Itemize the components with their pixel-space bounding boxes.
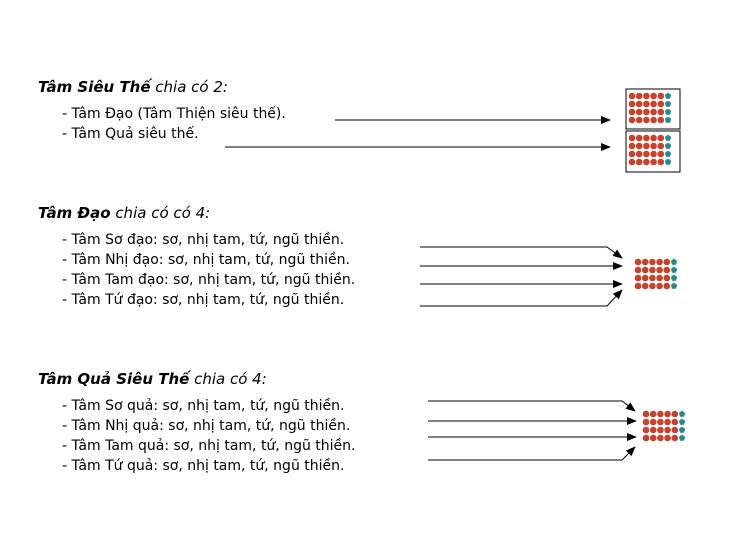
red-dot: [672, 427, 679, 434]
teal-dot: [665, 117, 671, 123]
red-dot: [643, 151, 650, 158]
red-dot: [650, 101, 657, 108]
red-dot: [650, 427, 657, 434]
teal-dot: [665, 151, 671, 157]
red-dot: [649, 275, 656, 282]
red-dot: [656, 267, 663, 274]
red-dot: [649, 267, 656, 274]
section1-heading-bold: Tâm Siêu Thế: [38, 78, 151, 96]
red-dot: [650, 435, 657, 442]
red-dot: [643, 419, 650, 426]
red-dot: [629, 117, 636, 124]
red-dot: [643, 135, 650, 142]
red-dot: [636, 151, 643, 158]
teal-dot: [679, 419, 685, 425]
red-dot: [629, 135, 636, 142]
section3-item-3: - Tâm Tam quả: sơ, nhị tam, tứ, ngũ thiền.: [62, 438, 356, 454]
red-dot: [635, 275, 642, 282]
red-dot: [657, 419, 664, 426]
red-dot: [636, 143, 643, 150]
teal-dot: [679, 411, 685, 417]
red-dot: [664, 275, 671, 282]
red-dot: [658, 117, 665, 124]
red-dot: [642, 283, 649, 290]
red-dot: [629, 109, 636, 116]
red-dot: [636, 117, 643, 124]
arrow-s2-1: [420, 247, 622, 258]
arrow-s2-4: [420, 290, 622, 306]
red-dot: [658, 159, 665, 166]
red-dot: [629, 159, 636, 166]
red-dot: [635, 259, 642, 266]
red-dot: [650, 93, 657, 100]
red-dot: [636, 93, 643, 100]
section1-heading-rest: chia có 2:: [150, 78, 228, 96]
teal-dot: [671, 283, 677, 289]
red-dot: [643, 411, 650, 418]
red-dot: [635, 283, 642, 290]
teal-dot: [665, 109, 671, 115]
red-dot: [642, 275, 649, 282]
red-dot: [650, 143, 657, 150]
teal-dot: [671, 267, 677, 273]
dot-cluster-tam-dao: [629, 93, 672, 124]
section3-item-4: - Tâm Tứ quả: sơ, nhị tam, tứ, ngũ thiền.: [62, 458, 345, 474]
teal-dot: [665, 135, 671, 141]
dot-cluster-tam-qua: [629, 135, 672, 166]
red-dot: [658, 143, 665, 150]
red-dot: [664, 259, 671, 266]
section3-item-2: - Tâm Nhị quả: sơ, nhị tam, tứ, ngũ thiền.: [62, 418, 351, 434]
section2-item-3: - Tâm Tam đạo: sơ, nhị tam, tứ, ngũ thiền.: [62, 272, 356, 288]
red-dot: [650, 159, 657, 166]
red-dot: [643, 159, 650, 166]
red-dot: [649, 259, 656, 266]
red-dot: [657, 427, 664, 434]
red-dot: [636, 159, 643, 166]
red-dot: [664, 427, 671, 434]
dot-cluster-section2: [635, 259, 678, 290]
red-dot: [664, 419, 671, 426]
teal-dot: [665, 93, 671, 99]
red-dot: [636, 135, 643, 142]
red-dot: [650, 151, 657, 158]
red-dot: [656, 259, 663, 266]
red-dot: [643, 143, 650, 150]
red-dot: [656, 275, 663, 282]
red-dot: [629, 151, 636, 158]
teal-dot: [671, 275, 677, 281]
section3-heading-rest: chia có 4:: [189, 370, 267, 388]
red-dot: [650, 419, 657, 426]
teal-dot: [679, 435, 685, 441]
section2-heading-bold: Tâm Đạo: [38, 204, 111, 222]
red-dot: [658, 135, 665, 142]
red-dot: [664, 283, 671, 290]
red-dot: [658, 151, 665, 158]
red-dot: [643, 109, 650, 116]
red-dot: [658, 109, 665, 116]
section2-item-1: - Tâm Sơ đạo: sơ, nhị tam, tứ, ngũ thiền.: [62, 232, 345, 248]
red-dot: [636, 101, 643, 108]
red-dot: [672, 435, 679, 442]
red-dot: [656, 283, 663, 290]
teal-dot: [665, 143, 671, 149]
red-dot: [657, 435, 664, 442]
section3-heading-bold: Tâm Quả Siêu Thế: [38, 370, 190, 388]
red-dot: [650, 135, 657, 142]
section1-item-2: - Tâm Quả siêu thế.: [62, 126, 199, 142]
red-dot: [635, 267, 642, 274]
red-dot: [650, 411, 657, 418]
teal-dot: [679, 427, 685, 433]
red-dot: [650, 109, 657, 116]
dot-cluster-section3: [643, 411, 686, 442]
red-dot: [672, 419, 679, 426]
red-dot: [643, 93, 650, 100]
section1-item-1: - Tâm Đạo (Tâm Thiện siêu thế).: [62, 106, 286, 122]
red-dot: [657, 411, 664, 418]
red-dot: [664, 411, 671, 418]
red-dot: [629, 93, 636, 100]
red-dot: [658, 101, 665, 108]
red-dot: [650, 117, 657, 124]
teal-dot: [665, 159, 671, 165]
red-dot: [643, 427, 650, 434]
red-dot: [664, 267, 671, 274]
red-dot: [658, 93, 665, 100]
red-dot: [642, 267, 649, 274]
red-dot: [643, 101, 650, 108]
section2-item-4: - Tâm Tứ đạo: sơ, nhị tam, tứ, ngũ thiền.: [62, 292, 345, 308]
red-dot: [672, 411, 679, 418]
red-dot: [649, 283, 656, 290]
red-dot: [664, 435, 671, 442]
arrow-s3-4: [428, 447, 635, 460]
red-dot: [629, 101, 636, 108]
teal-dot: [671, 259, 677, 265]
red-dot: [629, 143, 636, 150]
red-dot: [643, 117, 650, 124]
section3-item-1: - Tâm Sơ quả: sơ, nhị tam, tứ, ngũ thiền.: [62, 398, 345, 414]
red-dot: [636, 109, 643, 116]
red-dot: [643, 435, 650, 442]
red-dot: [642, 259, 649, 266]
teal-dot: [665, 101, 671, 107]
arrow-s3-1: [428, 401, 635, 411]
section2-heading-rest: chia có có 4:: [110, 204, 211, 222]
section2-item-2: - Tâm Nhị đạo: sơ, nhị tam, tứ, ngũ thiền.: [62, 252, 350, 268]
